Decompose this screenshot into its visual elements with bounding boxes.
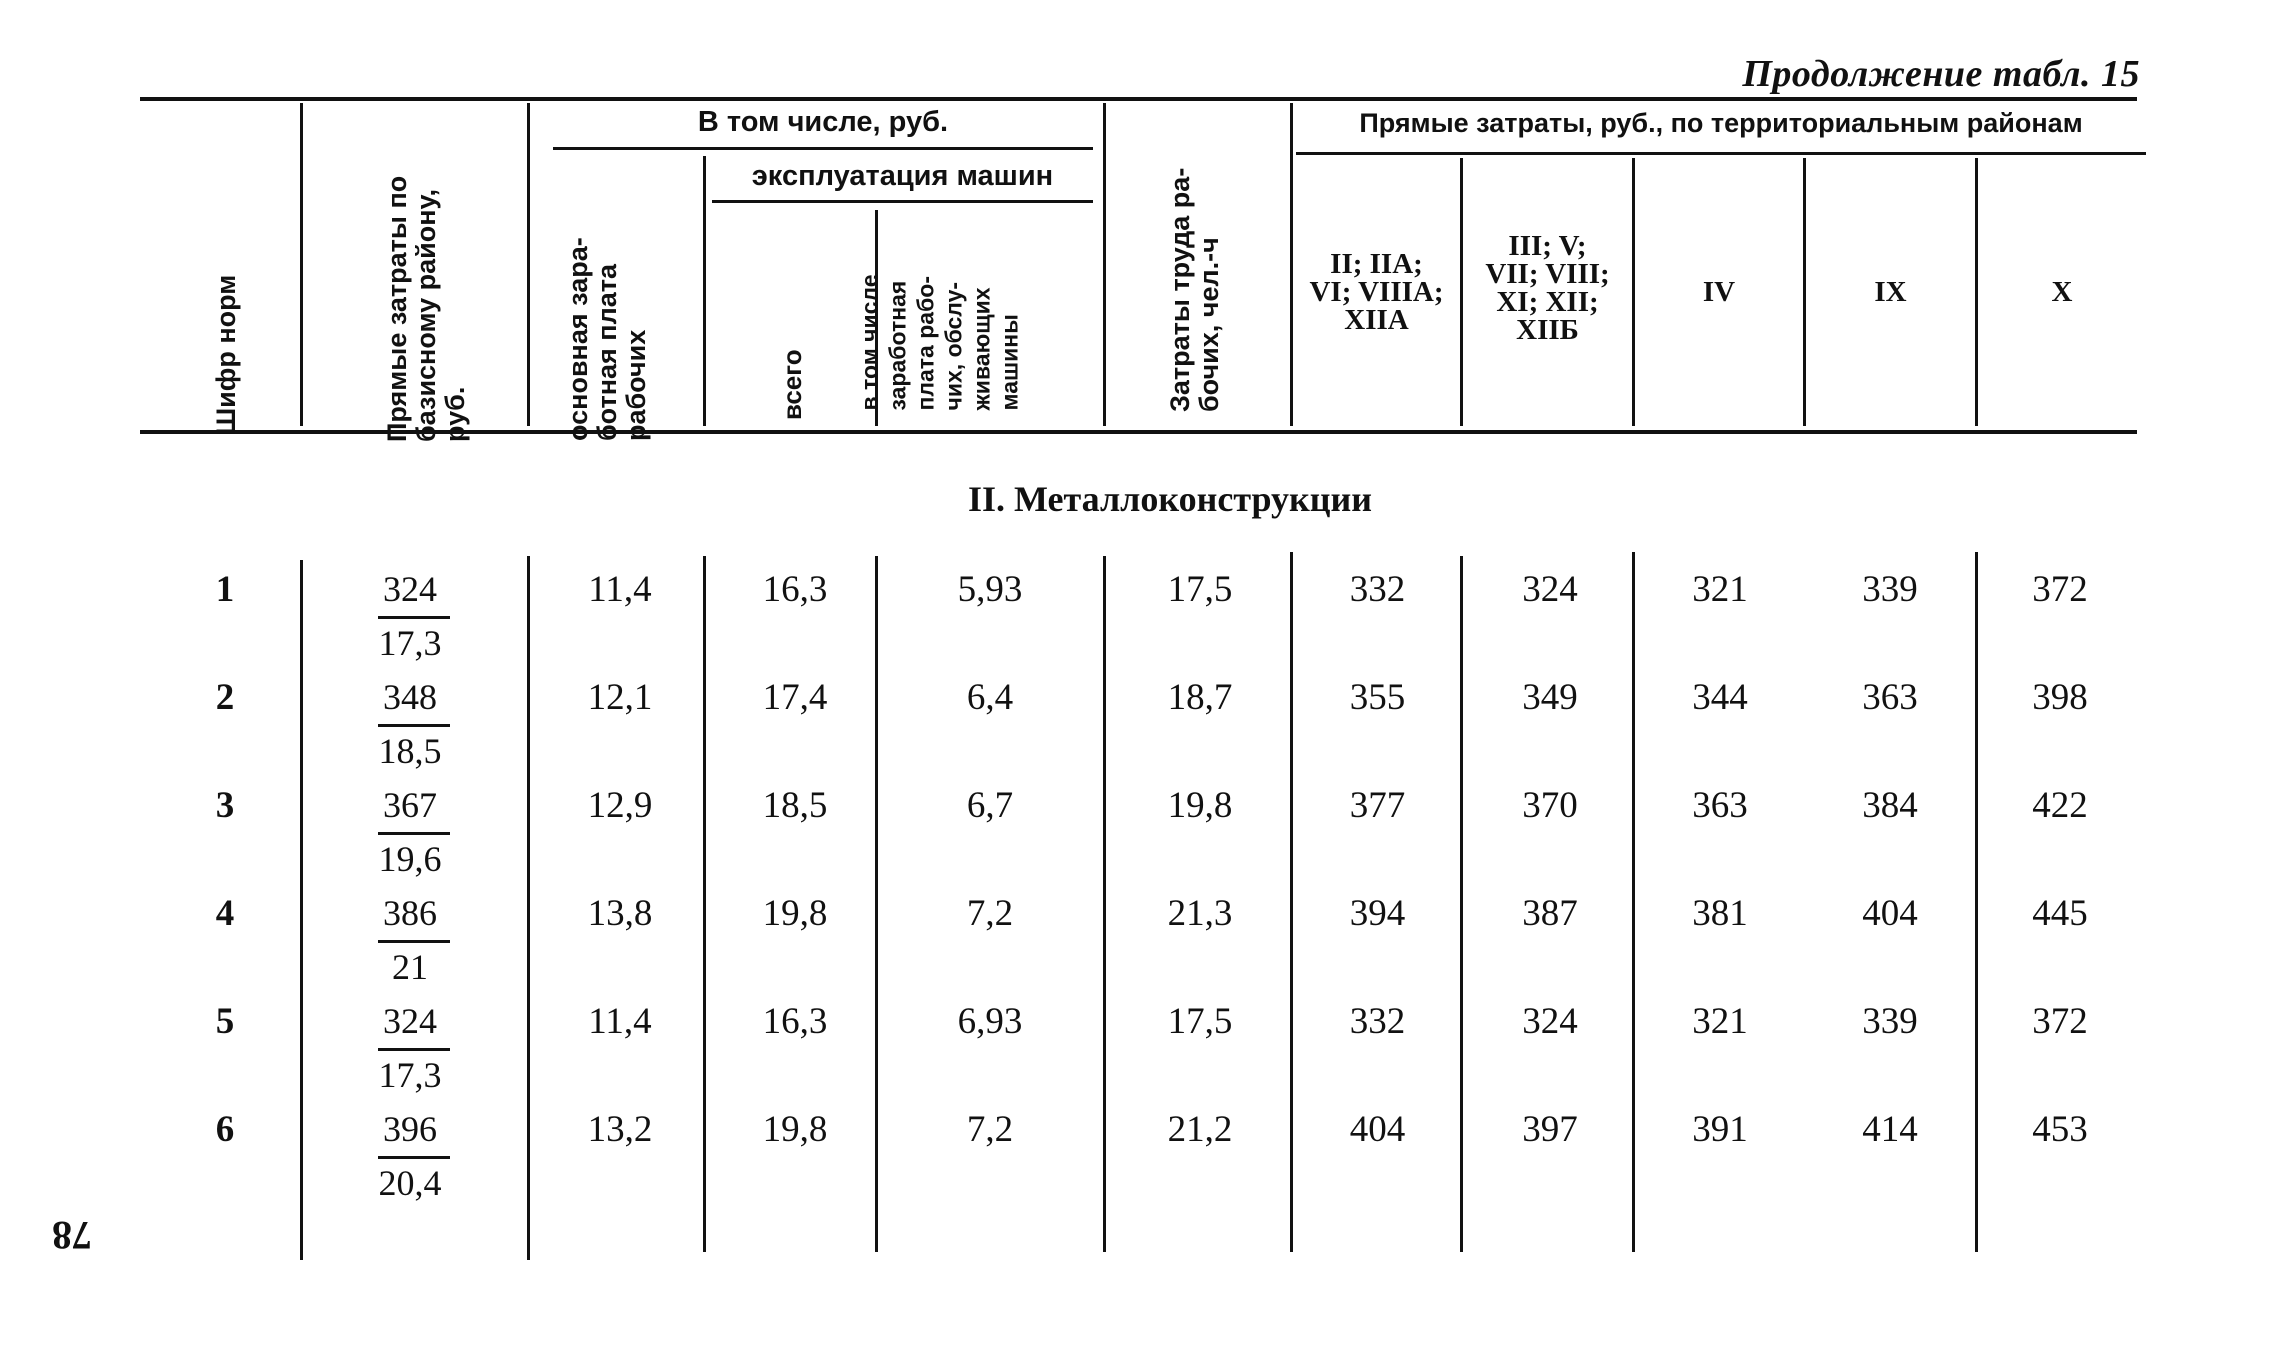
cell-r1: 332 xyxy=(1349,1001,1406,1042)
body-col-divider xyxy=(1460,556,1463,1252)
header-wage: основная зара- ботная плата рабочих xyxy=(563,237,651,441)
cell-r2: 387 xyxy=(1522,893,1578,934)
cell-r1: 404 xyxy=(1349,1109,1406,1150)
cell-r2: 397 xyxy=(1522,1109,1578,1150)
cell-base-cost-numerator: 348 xyxy=(383,677,437,717)
cell-base-cost-denominator: 18,5 xyxy=(378,731,442,771)
cell-r4: 414 xyxy=(1862,1109,1918,1150)
body-col-divider xyxy=(875,556,878,1252)
cell-base-cost-denominator: 19,6 xyxy=(378,839,442,879)
header-col-divider xyxy=(527,103,530,426)
cell-r5: 398 xyxy=(2032,677,2088,718)
body-col-divider xyxy=(527,556,530,1260)
cell-labor: 21,2 xyxy=(1167,1109,1233,1150)
cell-r1: 394 xyxy=(1349,893,1406,934)
cell-base-cost-numerator: 324 xyxy=(383,569,437,609)
header-machines-total: всего xyxy=(777,349,807,420)
cell-m-wage: 7,2 xyxy=(966,893,1014,934)
cell-code: 6 xyxy=(215,1109,235,1150)
cell-m-wage: 6,4 xyxy=(966,677,1014,718)
fraction-bar xyxy=(378,724,450,727)
header-col-divider xyxy=(703,156,706,426)
cell-r2: 324 xyxy=(1522,569,1578,610)
cell-m-wage: 6,93 xyxy=(957,1001,1023,1042)
cell-r2: 370 xyxy=(1522,785,1578,826)
cell-r5: 453 xyxy=(2032,1109,2088,1150)
cell-r3: 344 xyxy=(1692,677,1748,718)
cell-wage: 12,9 xyxy=(587,785,653,826)
header-machines-group: эксплуатация машин xyxy=(751,160,1054,192)
cell-labor: 17,5 xyxy=(1167,569,1233,610)
cell-r5: 422 xyxy=(2032,785,2088,826)
section-title: II. Металлоконструкции xyxy=(968,479,1372,519)
cell-m-total: 16,3 xyxy=(762,1001,828,1042)
header-labor: Затраты труда ра- бочих, чел.-ч xyxy=(1165,167,1224,412)
cell-r5: 445 xyxy=(2032,893,2088,934)
body-col-divider xyxy=(300,560,303,1260)
header-region-4: IX xyxy=(1874,276,1907,308)
cell-wage: 12,1 xyxy=(587,677,653,718)
body-col-divider xyxy=(703,556,706,1252)
cell-r4: 339 xyxy=(1862,569,1918,610)
header-col-divider xyxy=(300,103,303,426)
header-regions-group: Прямые затраты, руб., по территориальным районам xyxy=(1359,108,2083,138)
cell-labor: 18,7 xyxy=(1167,677,1233,718)
table-top-rule xyxy=(140,97,2137,101)
cell-base-cost-numerator: 367 xyxy=(383,785,437,825)
cell-m-wage: 5,93 xyxy=(957,569,1023,610)
regions-group-rule xyxy=(1296,152,2146,155)
cell-r5: 372 xyxy=(2032,1001,2088,1042)
header-region-3: IV xyxy=(1702,276,1736,308)
incl-group-rule xyxy=(553,147,1093,150)
header-code: Шифр норм xyxy=(211,274,241,435)
cell-m-total: 17,4 xyxy=(762,677,828,718)
cell-r3: 363 xyxy=(1692,785,1748,826)
cell-base-cost-numerator: 386 xyxy=(383,893,437,933)
fraction-bar xyxy=(378,832,450,835)
cell-r4: 404 xyxy=(1862,893,1918,934)
cell-labor: 17,5 xyxy=(1167,1001,1233,1042)
cell-r4: 339 xyxy=(1862,1001,1918,1042)
cell-r3: 381 xyxy=(1692,893,1748,934)
cell-base-cost-denominator: 17,3 xyxy=(378,623,442,663)
cell-labor: 19,8 xyxy=(1167,785,1233,826)
body-col-divider xyxy=(1975,552,1978,1252)
cell-code: 3 xyxy=(215,785,235,826)
cell-code: 5 xyxy=(215,1001,235,1042)
cell-wage: 11,4 xyxy=(588,1001,652,1042)
cell-base-cost-numerator: 324 xyxy=(383,1001,437,1041)
header-region-1: II; IIA; VI; VIIIA; XIIA xyxy=(1309,248,1444,336)
header-region-5: X xyxy=(2051,276,2073,308)
machines-group-rule xyxy=(712,200,1093,203)
cell-wage: 13,8 xyxy=(587,893,653,934)
cell-m-total: 19,8 xyxy=(762,893,828,934)
header-incl-group: В том числе, руб. xyxy=(697,106,949,138)
continuation-caption: Продолжение табл. 15 xyxy=(1742,53,2140,95)
cell-r1: 355 xyxy=(1349,677,1406,718)
body-col-divider xyxy=(1103,556,1106,1252)
cell-r4: 384 xyxy=(1862,785,1918,826)
cell-r2: 324 xyxy=(1522,1001,1578,1042)
header-machines-wage: в том числе заработная плата рабо- чих, обслу- живающих машины xyxy=(856,274,1023,411)
fraction-bar xyxy=(378,1156,450,1159)
cell-labor: 21,3 xyxy=(1167,893,1233,934)
cell-r5: 372 xyxy=(2032,569,2088,610)
cell-code: 4 xyxy=(215,893,235,934)
cell-base-cost-denominator: 21 xyxy=(392,947,428,987)
cell-base-cost-denominator: 17,3 xyxy=(378,1055,442,1095)
cell-base-cost-denominator: 20,4 xyxy=(378,1163,442,1203)
page-number: 78 xyxy=(52,1213,92,1258)
cell-code: 2 xyxy=(215,677,235,718)
body-col-divider xyxy=(1290,552,1293,1252)
cell-r2: 349 xyxy=(1522,677,1578,718)
cell-m-total: 19,8 xyxy=(762,1109,828,1150)
cell-r3: 321 xyxy=(1692,1001,1748,1042)
cell-r1: 332 xyxy=(1349,569,1406,610)
cell-base-cost-numerator: 396 xyxy=(383,1109,437,1149)
fraction-bar xyxy=(378,616,450,619)
body-col-divider xyxy=(1632,552,1635,1252)
cell-r1: 377 xyxy=(1349,785,1406,826)
cell-m-wage: 6,7 xyxy=(966,785,1014,826)
cell-code: 1 xyxy=(215,569,235,610)
header-region-2: III; V; VII; VIII; XI; XII; XIIБ xyxy=(1485,230,1610,346)
cell-m-total: 18,5 xyxy=(762,785,828,826)
cell-m-total: 16,3 xyxy=(762,569,828,610)
cell-wage: 11,4 xyxy=(588,569,652,610)
cell-r3: 321 xyxy=(1692,569,1748,610)
cell-r3: 391 xyxy=(1692,1109,1748,1150)
header-base-cost: Прямые затраты по базисному району, руб. xyxy=(382,175,470,442)
cell-wage: 13,2 xyxy=(587,1109,653,1150)
cell-m-wage: 7,2 xyxy=(966,1109,1014,1150)
fraction-bar xyxy=(378,1048,450,1051)
header-col-divider xyxy=(1103,103,1106,426)
fraction-bar xyxy=(378,940,450,943)
cell-r4: 363 xyxy=(1862,677,1918,718)
